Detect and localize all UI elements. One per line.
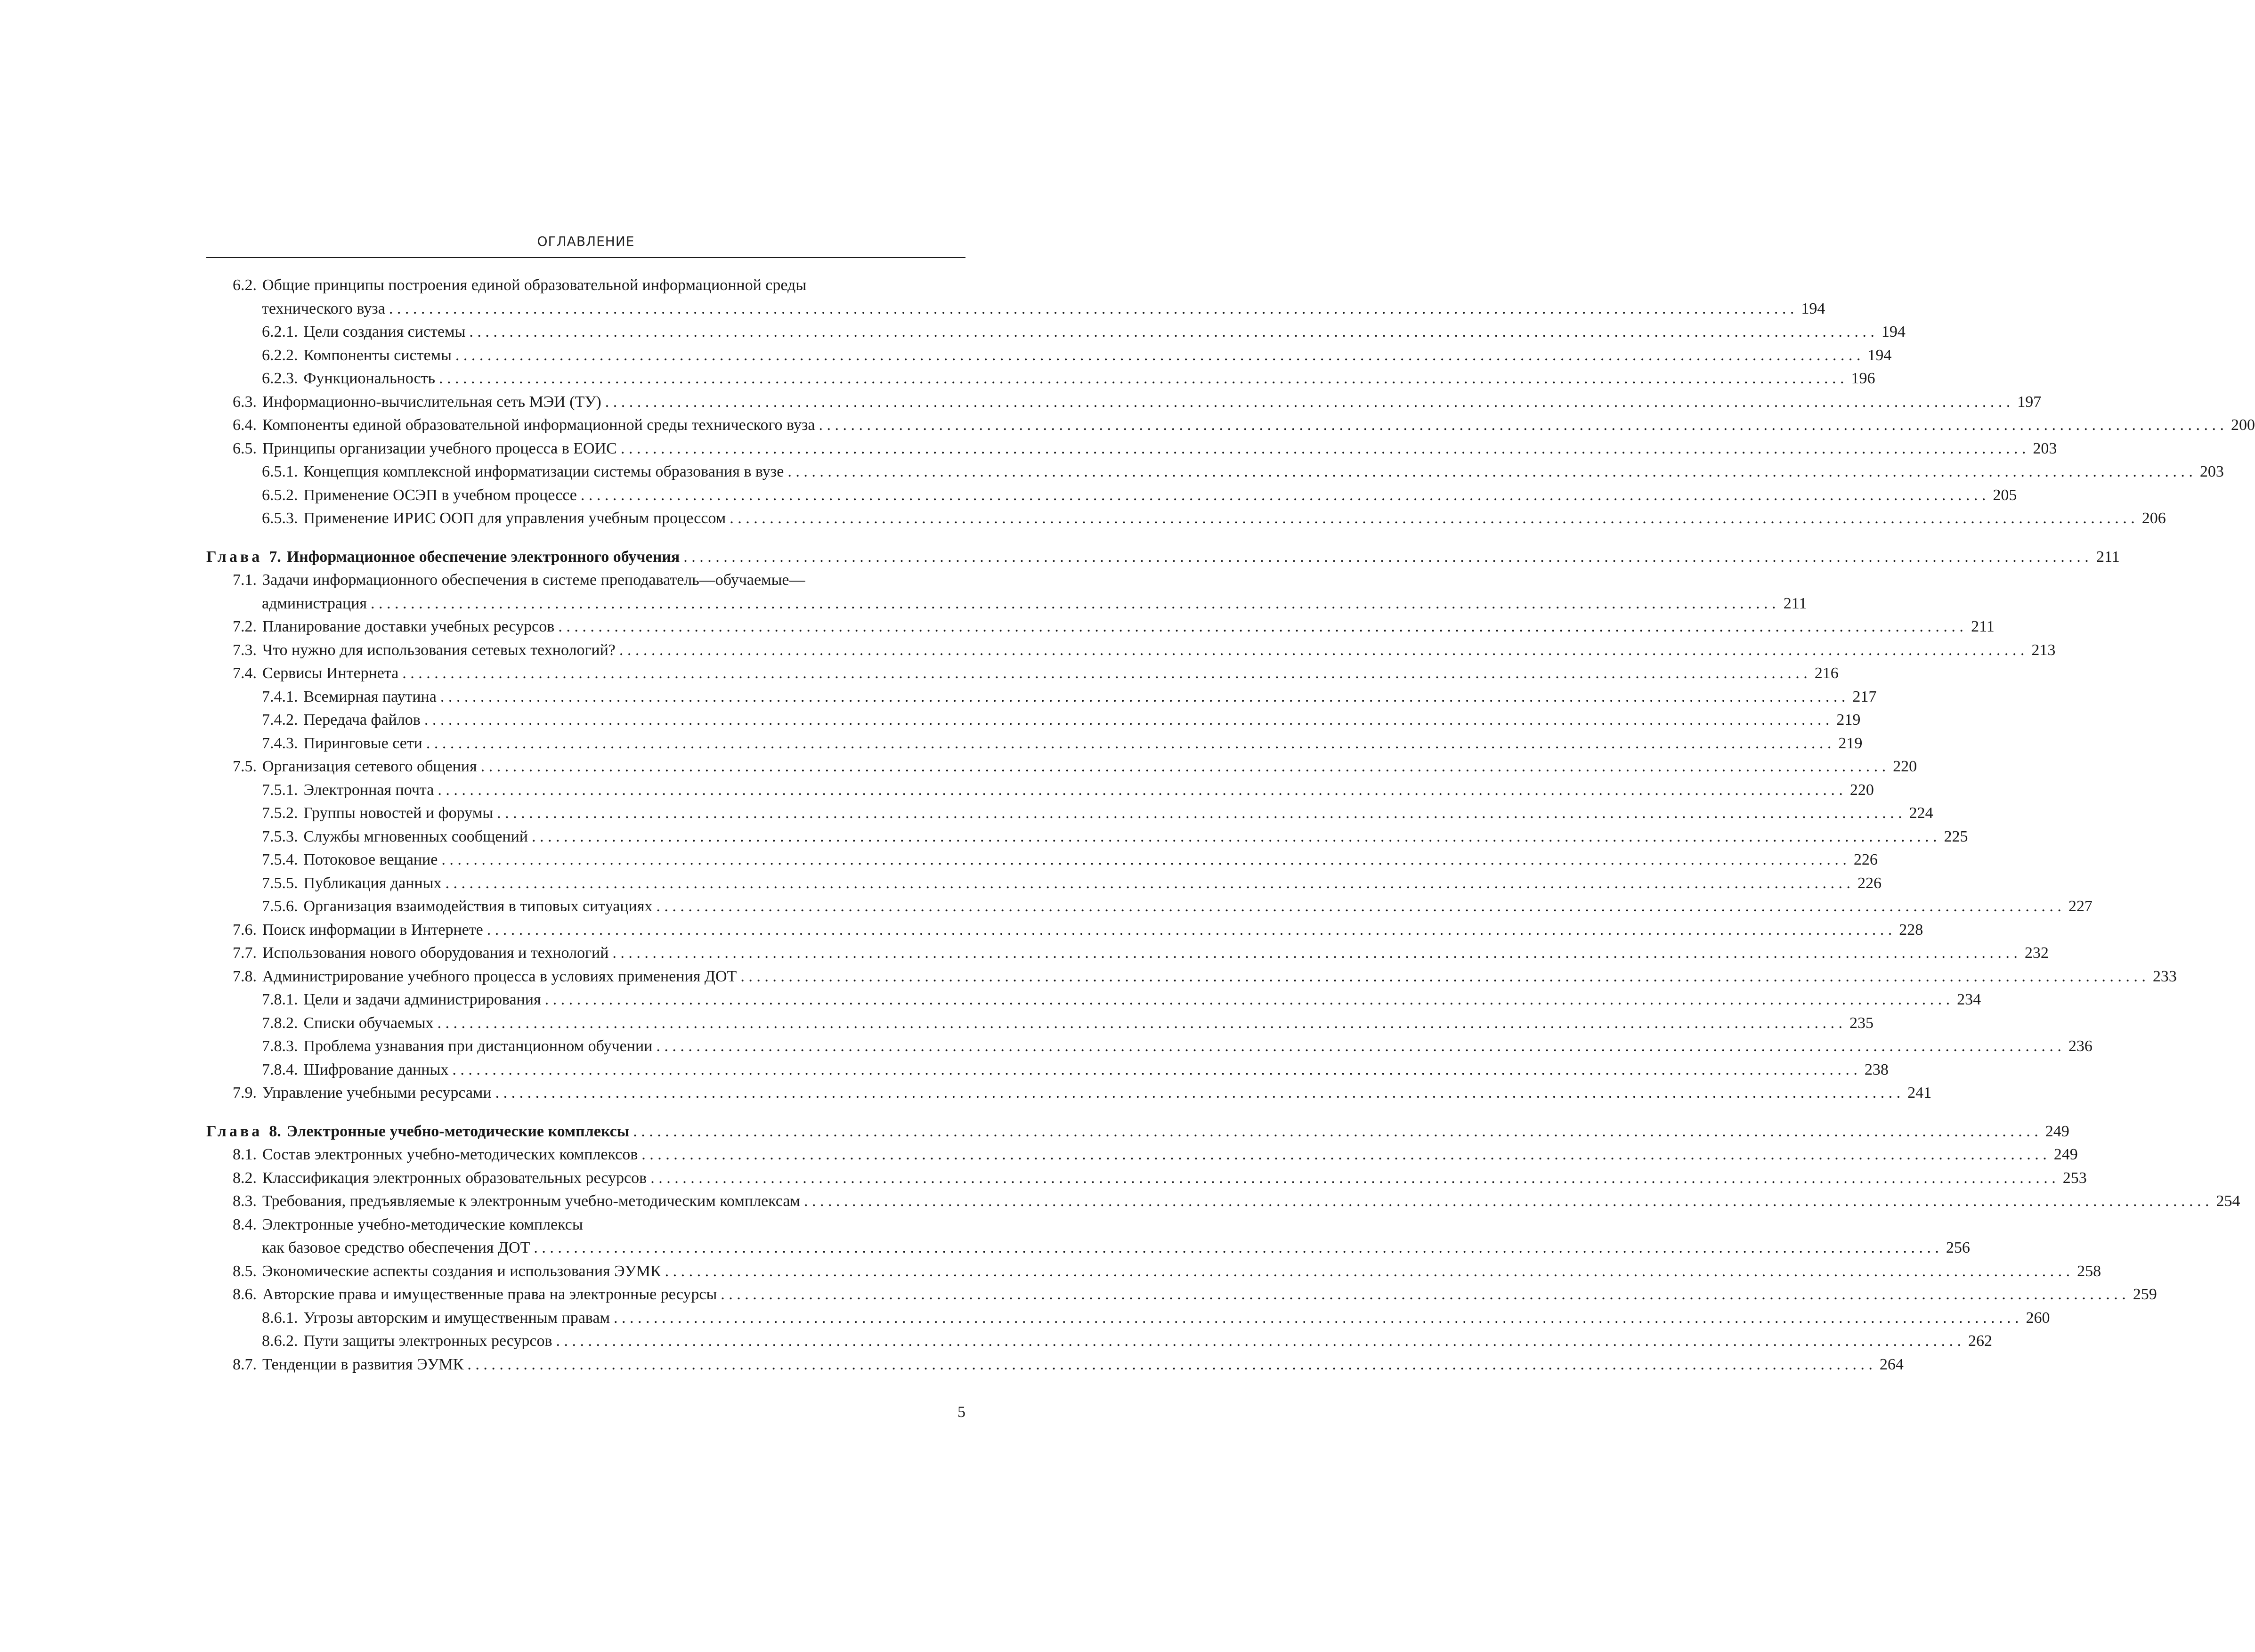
entry-number: 7.4. — [233, 664, 257, 682]
table-of-contents — [206, 274, 2255, 1376]
toc-entry-7-2 — [206, 615, 1995, 639]
entry-number: 7.5.2. — [262, 804, 298, 822]
leader-dots — [545, 988, 1950, 1012]
entry-page: 226 — [1857, 874, 1882, 892]
leader-dots — [424, 708, 1830, 732]
leader-dots — [440, 685, 1846, 709]
leader-dots — [656, 1035, 2061, 1058]
toc-chapter-7 — [206, 545, 2120, 569]
entry-page: 235 — [1849, 1014, 1874, 1032]
entry-page: 262 — [1968, 1332, 1993, 1350]
entry-number: 7.8. — [233, 967, 257, 985]
entry-number: 7.9. — [233, 1084, 257, 1101]
entry-page: 197 — [2017, 393, 2042, 411]
toc-entry-7-4 — [206, 662, 1839, 685]
page-number: 5 — [957, 1403, 965, 1421]
entry-page: 203 — [2033, 439, 2057, 457]
entry-title: Концепция комплексной информатизации системы образования в вузе — [303, 463, 784, 480]
entry-title: Функциональность — [303, 370, 436, 387]
leader-dots — [641, 1143, 2047, 1166]
entry-number: 7.7. — [233, 944, 257, 962]
leader-dots — [495, 1081, 1901, 1105]
entry-title: Применение ОСЭП в учебном процессе — [303, 486, 577, 504]
entry-page: 254 — [2216, 1192, 2240, 1210]
entry-number: 6.5.3. — [262, 510, 298, 527]
toc-entry-6-4 — [206, 413, 2255, 437]
entry-number: 6.5.2. — [262, 486, 298, 504]
entry-number: 8.2. — [233, 1169, 257, 1187]
toc-entry-7-4-2 — [206, 708, 1861, 732]
entry-number: 8.5. — [233, 1262, 257, 1280]
leader-dots — [558, 615, 1963, 639]
chapter-word: Глава — [206, 548, 263, 566]
toc-entry-7-8-4 — [206, 1058, 1889, 1082]
entry-page: 211 — [1783, 594, 1807, 612]
leader-dots — [619, 639, 2025, 662]
entry-title: Электронные учебно-методические комплексы — [262, 1215, 583, 1233]
entry-title: Службы мгновенных сообщений — [303, 827, 528, 845]
chapter-title: Электронные учебно-методические комплексы — [286, 1122, 630, 1140]
entry-page: 224 — [1909, 804, 1933, 822]
entry-number: 7.8.3. — [262, 1037, 298, 1055]
leader-dots — [683, 545, 2089, 569]
entry-number: 7.4.1. — [262, 688, 298, 705]
toc-entry-7-9 — [206, 1081, 1932, 1105]
entry-page: 216 — [1814, 664, 1839, 682]
entry-number: 6.2.3. — [262, 370, 298, 387]
entry-title: Компоненты единой образовательной информационной среды технического вуза — [262, 416, 815, 434]
toc-entry-6-5-3 — [206, 507, 2166, 530]
entry-page: 227 — [2068, 898, 2093, 915]
entry-page: 217 — [1852, 688, 1877, 705]
entry-number: 7.8.1. — [262, 991, 298, 1008]
entry-page: 226 — [1853, 851, 1878, 868]
entry-title: Администрирование учебного процесса в условиях применения ДОТ — [262, 967, 737, 985]
entry-title: Информационно-вычислительная сеть МЭИ (ТУ) — [262, 393, 601, 411]
toc-entry-7-5-4 — [206, 848, 1878, 872]
leader-dots — [438, 778, 1843, 802]
entry-title: Цели и задачи администрирования — [303, 991, 541, 1008]
entry-title: Планирование доставки учебных ресурсов — [262, 618, 555, 635]
entry-number: 7.8.4. — [262, 1061, 298, 1078]
entry-title: Сервисы Интернета — [262, 664, 399, 682]
entry-title: Пиринговые сети — [303, 734, 422, 752]
toc-entry-7-8-3 — [206, 1035, 2093, 1058]
entry-number: 8.3. — [233, 1192, 257, 1210]
entry-page: 213 — [2031, 641, 2056, 659]
toc-entry-6-2-1 — [206, 320, 1906, 344]
toc-entry-7-6 — [206, 918, 1923, 942]
toc-entry-8-6-1 — [206, 1306, 2050, 1330]
leader-dots — [402, 662, 1808, 685]
entry-page: 258 — [2077, 1262, 2101, 1280]
leader-dots — [497, 802, 1902, 825]
entry-page: 194 — [1801, 300, 1825, 317]
entry-title: Организация взаимодействия в типовых ситуациях — [303, 898, 653, 915]
leader-dots — [633, 1120, 2038, 1143]
entry-title: Шифрование данных — [303, 1061, 449, 1078]
header-rule — [206, 257, 965, 258]
toc-entry-6-5-1 — [206, 460, 2224, 484]
entry-number: 6.2. — [233, 276, 257, 294]
entry-number: 6.2.1. — [262, 323, 298, 340]
entry-page: 225 — [1944, 827, 1968, 845]
leader-dots — [455, 344, 1861, 367]
toc-entry-6-2-cont — [206, 297, 1825, 321]
running-header: ОГЛАВЛЕНИЕ — [537, 234, 635, 249]
entry-title: Использования нового оборудования и технологий — [262, 944, 609, 962]
entry-title: Цели создания системы — [303, 323, 466, 340]
toc-entry-7-5-6 — [206, 895, 2093, 918]
entry-page: 219 — [1838, 734, 1863, 752]
entry-page: 205 — [1993, 486, 2017, 504]
entry-number: 7.5.5. — [262, 874, 298, 892]
entry-number: 8.1. — [233, 1146, 257, 1163]
entry-number: 8.6. — [233, 1286, 257, 1303]
leader-dots — [804, 1190, 2209, 1213]
entry-number: 7.2. — [233, 618, 257, 635]
leader-dots — [534, 1236, 1939, 1260]
toc-chapter-8 — [206, 1120, 2069, 1143]
toc-entry-7-5 — [206, 755, 1917, 778]
leader-dots — [556, 1329, 1962, 1353]
chapter-word: Глава — [206, 1122, 263, 1140]
toc-entry-6-2-3 — [206, 367, 1875, 390]
chapter-number: 7. — [269, 548, 281, 566]
leader-dots — [467, 1353, 1873, 1377]
entry-title: Электронная почта — [303, 781, 434, 799]
entry-page: 264 — [1879, 1355, 1904, 1373]
leader-dots — [650, 1166, 2056, 1190]
entry-title: администрация — [262, 594, 367, 612]
entry-number: 7.3. — [233, 641, 257, 659]
entry-title: Потоковое вещание — [303, 851, 438, 868]
leader-dots — [438, 1012, 1843, 1035]
toc-entry-7-5-2 — [206, 802, 1933, 825]
leader-dots — [612, 941, 2018, 965]
leader-dots — [469, 320, 1874, 344]
toc-entry-8-1 — [206, 1143, 2078, 1166]
toc-entry-8-3 — [206, 1190, 2240, 1213]
entry-page: 249 — [2045, 1122, 2069, 1140]
toc-entry-6-5 — [206, 437, 2057, 461]
entry-number: 7.5. — [233, 758, 257, 775]
entry-title: Тенденции в развития ЭУМК — [262, 1355, 464, 1373]
leader-dots — [819, 413, 2224, 437]
entry-number: 7.1. — [233, 571, 257, 589]
toc-entry-7-5-5 — [206, 872, 1882, 895]
entry-title: Принципы организации учебного процесса в ЕОИС — [262, 439, 617, 457]
entry-title: Экономические аспекты создания и использования ЭУМК — [262, 1262, 661, 1280]
entry-number: 6.3. — [233, 393, 257, 411]
toc-entry-8-4 — [206, 1213, 965, 1237]
entry-title: Авторские права и имущественные права на электронные ресурсы — [262, 1286, 717, 1303]
leader-dots — [665, 1260, 2070, 1283]
entry-page: 206 — [2141, 510, 2166, 527]
entry-number: 8.6.1. — [262, 1309, 298, 1327]
entry-page: 260 — [2026, 1309, 2050, 1327]
entry-page: 232 — [2024, 944, 2049, 962]
toc-entry-8-6-2 — [206, 1329, 1993, 1353]
leader-dots — [721, 1283, 2126, 1306]
entry-page: 211 — [1971, 618, 1995, 635]
entry-number: 8.6.2. — [262, 1332, 298, 1350]
toc-entry-6-3 — [206, 390, 2042, 414]
entry-title: Группы новостей и форумы — [303, 804, 494, 822]
entry-page: 200 — [2231, 416, 2255, 434]
entry-page: 194 — [1867, 346, 1892, 364]
leader-dots — [389, 297, 1794, 321]
toc-entry-7-4-3 — [206, 732, 1863, 755]
toc-entry-6-2 — [206, 274, 965, 297]
entry-title: Публикация данных — [303, 874, 442, 892]
entry-title: Общие принципы построения единой образовательной информационной среды — [262, 276, 807, 294]
leader-dots — [487, 918, 1892, 942]
entry-title: Всемирная паутина — [303, 688, 437, 705]
leader-dots — [371, 592, 1776, 615]
toc-entry-8-4-cont — [206, 1236, 1970, 1260]
entry-title: Состав электронных учебно-методических комплексов — [262, 1146, 638, 1163]
entry-number: 8.7. — [233, 1355, 257, 1373]
entry-title: Передача файлов — [303, 711, 421, 729]
entry-page: 219 — [1836, 711, 1861, 729]
toc-entry-7-8 — [206, 965, 2177, 988]
leader-dots — [426, 732, 1832, 755]
entry-page: 238 — [1864, 1061, 1889, 1078]
entry-title: Списки обучаемых — [303, 1014, 434, 1032]
entry-page: 249 — [2053, 1146, 2078, 1163]
entry-number: 7.5.1. — [262, 781, 298, 799]
entry-title: Компоненты системы — [303, 346, 452, 364]
entry-number: 6.5.1. — [262, 463, 298, 480]
leader-dots — [787, 460, 2193, 484]
entry-page: 211 — [2096, 548, 2120, 566]
entry-title: Требования, предъявляемые к электронным учебно-методическим комплексам — [262, 1192, 800, 1210]
leader-dots — [605, 390, 2011, 414]
leader-dots — [740, 965, 2146, 988]
leader-dots — [656, 895, 2061, 918]
leader-dots — [481, 755, 1886, 778]
toc-entry-7-8-2 — [206, 1012, 1874, 1035]
toc-entry-6-2-2 — [206, 344, 1892, 367]
entry-number: 7.5.4. — [262, 851, 298, 868]
leader-dots — [621, 437, 2026, 461]
entry-page: 234 — [1957, 991, 1981, 1008]
toc-entry-7-1-cont — [206, 592, 1807, 615]
toc-entry-7-8-1 — [206, 988, 1981, 1012]
entry-number: 7.5.3. — [262, 827, 298, 845]
entry-page: 241 — [1907, 1084, 1932, 1101]
toc-entry-8-5 — [206, 1260, 2101, 1283]
toc-entry-7-3 — [206, 639, 2056, 662]
entry-number: 7.6. — [233, 921, 257, 939]
leader-dots — [441, 848, 1847, 872]
toc-entry-6-5-2 — [206, 484, 2017, 507]
leader-dots — [452, 1058, 1858, 1082]
chapter-title: Информационное обеспечение электронного обучения — [286, 548, 680, 566]
toc-entry-7-7 — [206, 941, 2049, 965]
entry-title: Пути защиты электронных ресурсов — [303, 1332, 552, 1350]
entry-page: 194 — [1881, 323, 1906, 340]
entry-page: 256 — [1946, 1239, 1970, 1256]
entry-title: как базовое средство обеспечения ДОТ — [262, 1239, 530, 1256]
leader-dots — [532, 825, 1937, 849]
toc-entry-7-5-3 — [206, 825, 1968, 849]
entry-title: Применение ИРИС ООП для управления учебным процессом — [303, 510, 726, 527]
entry-number: 6.5. — [233, 439, 257, 457]
leader-dots — [445, 872, 1850, 895]
entry-number: 6.2.2. — [262, 346, 298, 364]
entry-number: 7.5.6. — [262, 898, 298, 915]
entry-number: 6.4. — [233, 416, 257, 434]
entry-page: 220 — [1893, 758, 1917, 775]
toc-entry-8-7 — [206, 1353, 1904, 1377]
toc-entry-7-5-1 — [206, 778, 1874, 802]
entry-page: 203 — [2199, 463, 2224, 480]
entry-page: 236 — [2068, 1037, 2093, 1055]
entry-number: 7.8.2. — [262, 1014, 298, 1032]
leader-dots — [581, 484, 1986, 507]
entry-title: Угрозы авторским и имущественным правам — [303, 1309, 610, 1327]
entry-title: Организация сетевого общения — [262, 758, 477, 775]
entry-title: Управление учебными ресурсами — [262, 1084, 492, 1101]
leader-dots — [730, 507, 2135, 530]
entry-title: Что нужно для использования сетевых технологий? — [262, 641, 616, 659]
entry-page: 196 — [1851, 370, 1875, 387]
entry-number: 7.4.3. — [262, 734, 298, 752]
toc-entry-8-2 — [206, 1166, 2087, 1190]
entry-number: 8.4. — [233, 1215, 257, 1233]
leader-dots — [614, 1306, 2019, 1330]
entry-page: 228 — [1899, 921, 1923, 939]
entry-title: Проблема узнавания при дистанционном обучении — [303, 1037, 653, 1055]
toc-entry-8-6 — [206, 1283, 2157, 1306]
entry-page: 233 — [2152, 967, 2177, 985]
toc-entry-7-4-1 — [206, 685, 1877, 709]
entry-title: технического вуза — [262, 300, 385, 317]
toc-entry-7-1 — [206, 568, 965, 592]
entry-title: Классификация электронных образовательных ресурсов — [262, 1169, 647, 1187]
entry-page: 259 — [2133, 1286, 2157, 1303]
entry-title: Поиск информации в Интернете — [262, 921, 483, 939]
entry-number: 7.4.2. — [262, 711, 298, 729]
entry-page: 253 — [2062, 1169, 2087, 1187]
entry-title: Задачи информационного обеспечения в системе преподаватель—обучаемые— — [262, 571, 805, 589]
entry-page: 220 — [1849, 781, 1874, 799]
chapter-number: 8. — [269, 1122, 281, 1140]
leader-dots — [439, 367, 1844, 390]
